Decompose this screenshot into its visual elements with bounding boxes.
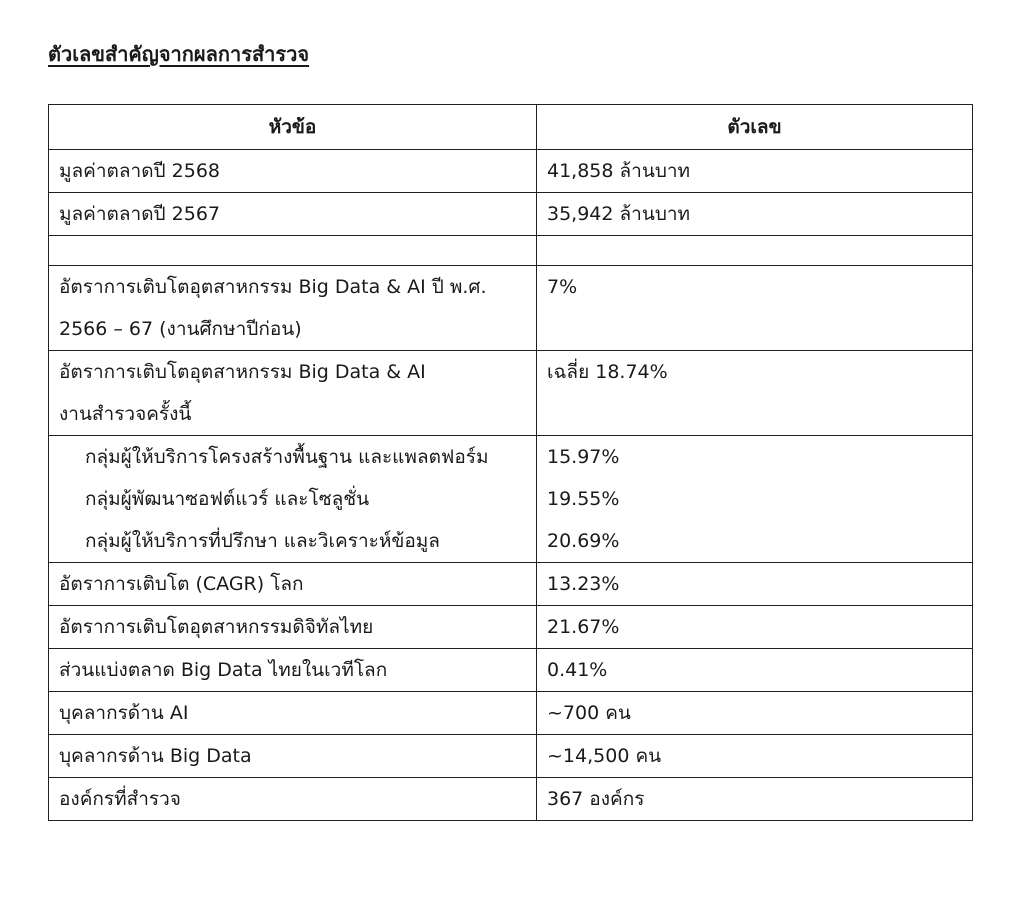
row-label xyxy=(49,150,537,193)
header-figure: ตัวเลข xyxy=(537,105,973,150)
row-value xyxy=(537,266,973,351)
row-value xyxy=(537,351,973,436)
subgroup-value: 15.97% xyxy=(547,446,620,468)
row-label-line: องค์กรที่สำรวจ xyxy=(59,788,181,810)
row-label xyxy=(49,351,537,436)
row-value xyxy=(537,150,973,193)
table-row xyxy=(49,778,973,821)
row-value-line: 41,858 ล้านบาท xyxy=(547,160,691,182)
row-value xyxy=(537,606,973,649)
row-label xyxy=(49,735,537,778)
row-label xyxy=(49,563,537,606)
row-label-line: มูลค่าตลาดปี 2568 xyxy=(59,160,220,182)
row-label xyxy=(49,436,537,563)
row-value-line: ~14,500 คน xyxy=(547,745,662,767)
table-row xyxy=(49,606,973,649)
row-value xyxy=(537,778,973,821)
row-label xyxy=(49,606,537,649)
row-value-line: 21.67% xyxy=(547,616,620,638)
row-value xyxy=(537,649,973,692)
subgroup-value: 20.69% xyxy=(547,530,620,552)
row-label xyxy=(49,236,537,266)
row-value xyxy=(537,436,973,563)
table-row xyxy=(49,563,973,606)
row-value xyxy=(537,563,973,606)
row-value-line: เฉลี่ย 18.74% xyxy=(547,361,668,383)
row-label-line: งานสำรวจครั้งนี้ xyxy=(59,403,192,425)
subgroup-label: กลุ่มผู้ให้บริการโครงสร้างพื้นฐาน และแพลตฟอร์ม xyxy=(85,446,489,468)
row-value-line: 13.23% xyxy=(547,573,620,595)
row-label xyxy=(49,649,537,692)
header-topic: หัวข้อ xyxy=(49,105,537,150)
row-label-line: มูลค่าตลาดปี 2567 xyxy=(59,203,220,225)
row-label-line: 2566 – 67 (งานศึกษาปีก่อน) xyxy=(59,318,302,340)
row-value-line: 35,942 ล้านบาท xyxy=(547,203,691,225)
table-row-empty xyxy=(49,236,973,266)
row-value xyxy=(537,735,973,778)
row-value-line: 0.41% xyxy=(547,659,608,681)
row-value-line: 7% xyxy=(547,276,578,298)
row-value-line: ~700 คน xyxy=(547,702,631,724)
subgroup-label: กลุ่มผู้พัฒนาซอฟต์แวร์ และโซลูชั่น xyxy=(85,488,370,510)
table-row xyxy=(49,692,973,735)
table-row xyxy=(49,193,973,236)
row-label xyxy=(49,266,537,351)
row-label-line: อัตราการเติบโตอุตสาหกรรมดิจิทัลไทย xyxy=(59,616,374,638)
subgroup-label: กลุ่มผู้ให้บริการที่ปรึกษา และวิเคราะห์ข้อมูล xyxy=(85,530,440,552)
row-label xyxy=(49,692,537,735)
row-label-line: อัตราการเติบโตอุตสาหกรรม Big Data & AI xyxy=(59,361,426,383)
row-label xyxy=(49,193,537,236)
row-label-line: อัตราการเติบโตอุตสาหกรรม Big Data & AI ปี พ.ศ. xyxy=(59,276,487,298)
table-row xyxy=(49,735,973,778)
key-figures-table xyxy=(48,104,973,821)
row-label-line: ส่วนแบ่งตลาด Big Data ไทยในเวทีโลก xyxy=(59,659,388,681)
subgroup-value: 19.55% xyxy=(547,488,620,510)
table-row xyxy=(49,351,973,436)
page-title: ตัวเลขสำคัญจากผลการสำรวจ xyxy=(48,42,310,66)
table-row xyxy=(49,649,973,692)
table-header-row xyxy=(49,105,973,150)
row-value xyxy=(537,692,973,735)
row-label-line: อัตราการเติบโต (CAGR) โลก xyxy=(59,573,304,595)
row-value-line: 367 องค์กร xyxy=(547,788,645,810)
row-label-line: บุคลากรด้าน AI xyxy=(59,702,189,724)
table-row-subgroups xyxy=(49,436,973,563)
row-label-line: บุคลากรด้าน Big Data xyxy=(59,745,252,767)
table-row xyxy=(49,266,973,351)
row-value xyxy=(537,236,973,266)
row-label xyxy=(49,778,537,821)
row-value xyxy=(537,193,973,236)
table-row xyxy=(49,150,973,193)
